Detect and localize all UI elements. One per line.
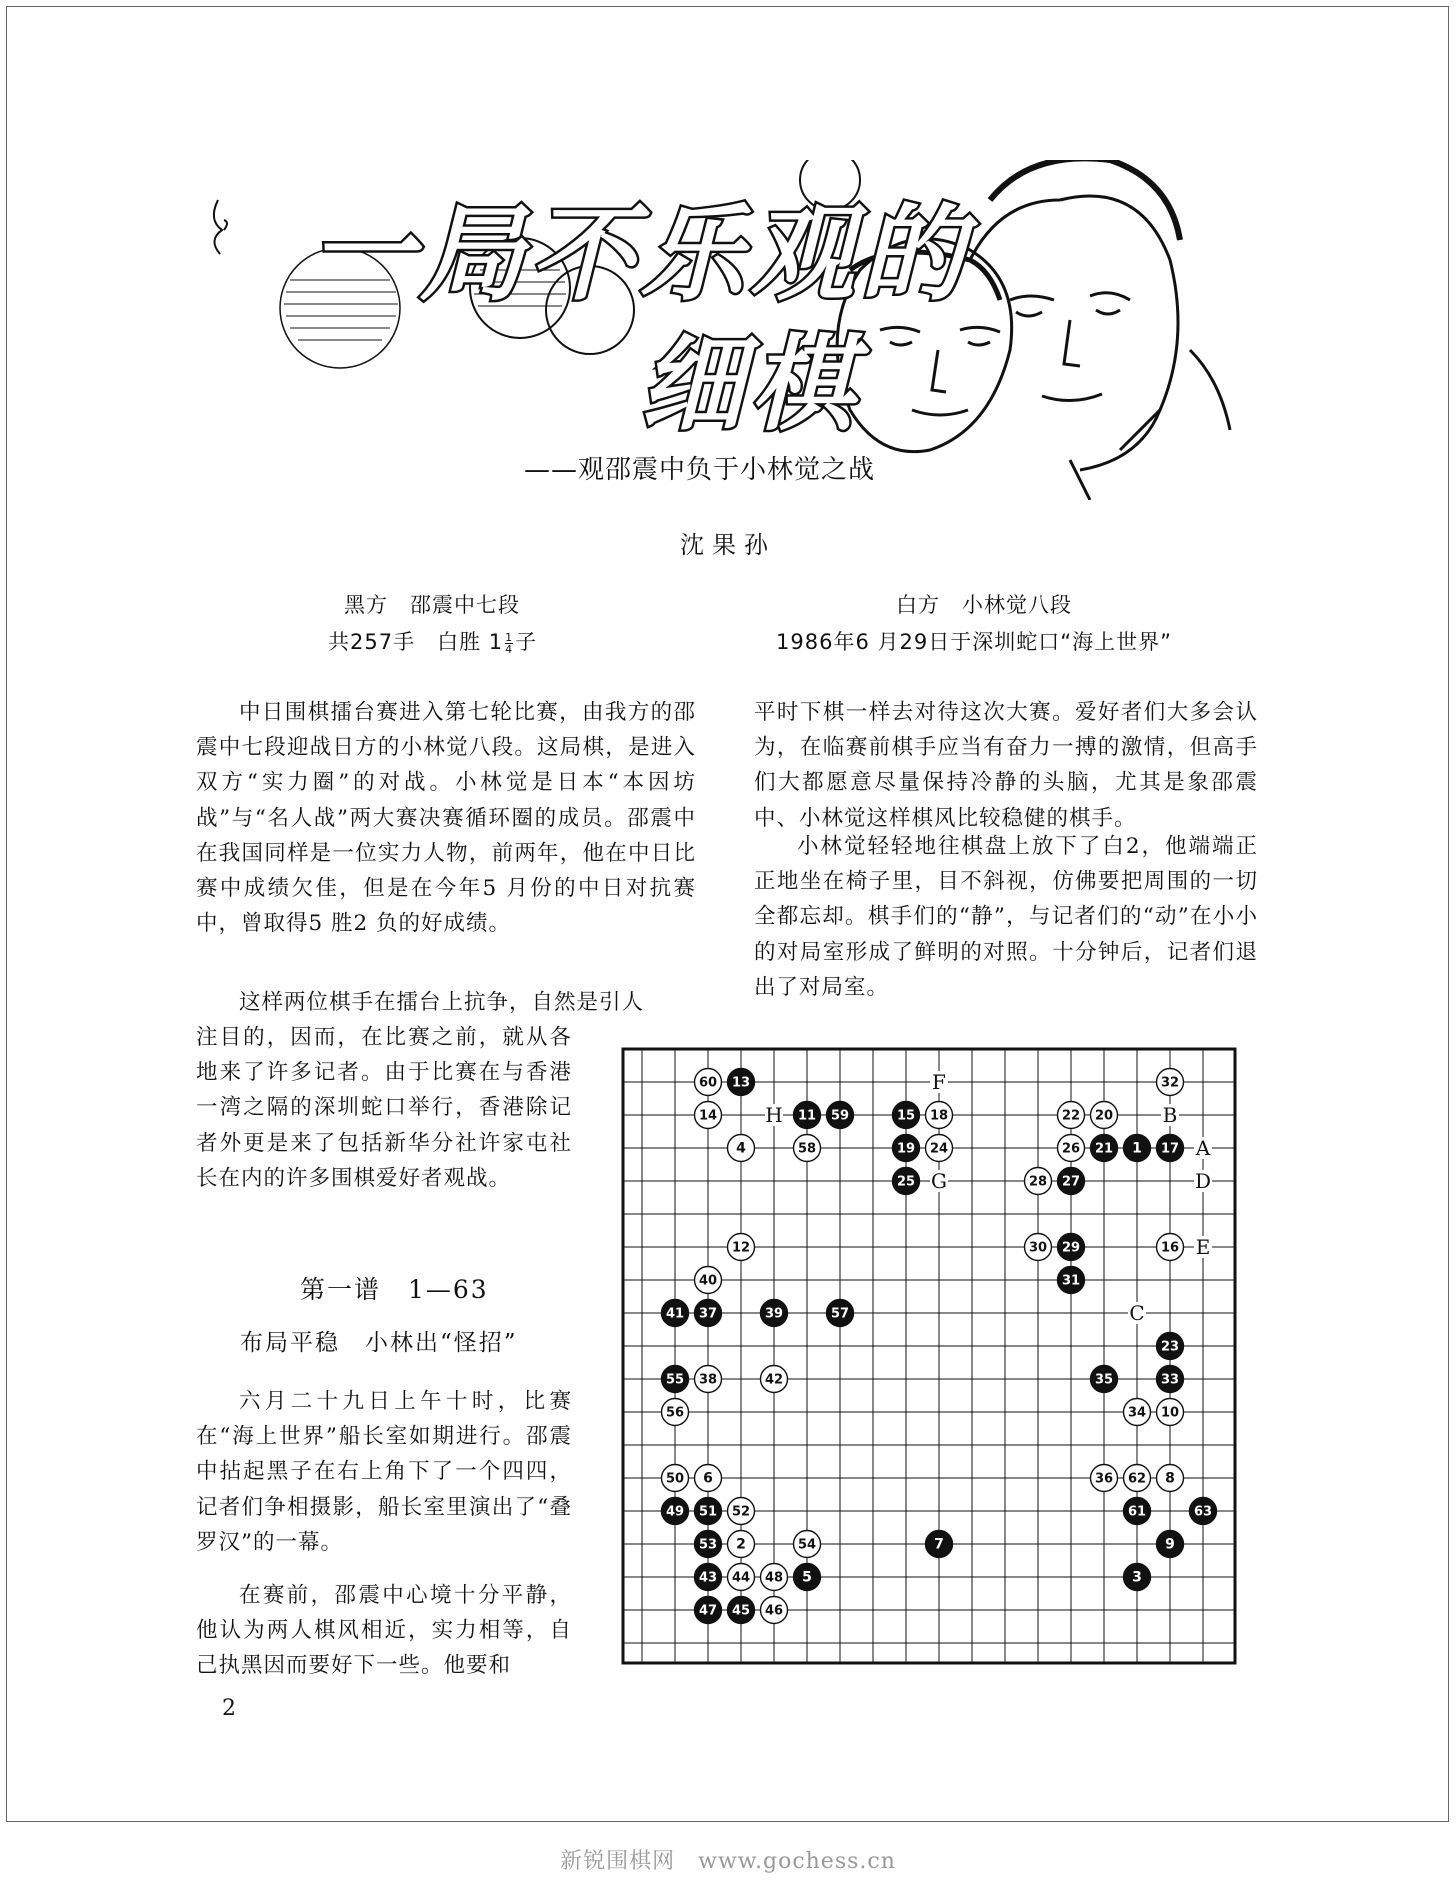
stone-number-2: 2 (736, 1536, 746, 1553)
stone-number-13: 13 (731, 1075, 751, 1091)
stone-number-53: 53 (698, 1537, 718, 1553)
move-count-result (328, 626, 537, 656)
stone-number-48: 48 (764, 1570, 784, 1586)
stone-number-25: 25 (896, 1174, 916, 1190)
stone-number-29: 29 (1061, 1240, 1081, 1256)
author: 沈果孙 (680, 531, 776, 559)
stone-number-32: 32 (1160, 1075, 1180, 1091)
stone-number-58: 58 (797, 1141, 817, 1157)
stone-number-12: 12 (731, 1240, 751, 1256)
board-letter-H: H (765, 1103, 783, 1127)
stone-number-11: 11 (797, 1108, 817, 1124)
stone-number-30: 30 (1028, 1240, 1048, 1256)
right-paragraph-2: 小林觉轻轻地往棋盘上放下了白2，他端端正正地坐在椅子里，目不斜视，仿佛要把周围的一切全都忘却。棋手们的“静”，与记者们的“动”在小小的对局室形成了鲜明的对照。十分钟后，记者们退出了对局室。 (754, 834, 1258, 1000)
stone-number-37: 37 (698, 1306, 718, 1322)
stone-number-57: 57 (830, 1306, 850, 1322)
date-place: 1986年6 月29日于深圳蛇口“海上世界” (776, 630, 1172, 654)
left-paragraph-4: 在赛前，邵震中心境十分平静，他认为两人棋风相近，实力相等，自己执黑因而要好下一些。他要和 (196, 1583, 572, 1679)
stone-number-36: 36 (1094, 1471, 1114, 1487)
stone-number-16: 16 (1160, 1240, 1180, 1256)
left-paragraph-2-first-line: 这样两位棋手在擂台上抗争，自然是引人 (239, 990, 645, 1015)
stone-number-19: 19 (896, 1141, 916, 1157)
stone-number-46: 46 (764, 1603, 784, 1619)
scribble-icon (214, 200, 227, 254)
stone-number-39: 39 (764, 1306, 784, 1322)
black-player: 黑方 邵震中七段 (344, 593, 520, 617)
stone-number-43: 43 (698, 1570, 718, 1586)
stone-number-34: 34 (1127, 1405, 1147, 1421)
stone-number-51: 51 (698, 1504, 718, 1520)
left-paragraph-2: 注目的，因而，在比赛之前，就从各地来了许多记者。由于比赛在与香港一湾之隔的深圳蛇口举行，香港除记者外更是来了包括新华分社许家屯社长在内的许多围棋爱好者观战。 (196, 1025, 572, 1191)
board-letter-G: G (931, 1169, 947, 1193)
right-paragraph-1: 平时下棋一样去对待这次大赛。爱好者们大多会认为，在临赛前棋手应当有奋力一搏的激情，但高手们大都愿意尽量保持冷静的头脑，尤其是象邵震中、小林觉这样棋风比较稳健的棋手。 (754, 700, 1258, 831)
stone-number-24: 24 (929, 1141, 949, 1157)
white-player: 白方 小林觉八段 (896, 593, 1072, 617)
stone-number-54: 54 (797, 1537, 817, 1553)
stone-number-55: 55 (665, 1372, 685, 1388)
stone-number-61: 61 (1127, 1504, 1147, 1520)
stone-number-52: 52 (731, 1504, 751, 1520)
section-subheading: 布局平稳 小林出“怪招” (240, 1330, 518, 1356)
result-fraction: $\frac{1}{4}$ (505, 630, 514, 656)
stone-number-50: 50 (665, 1471, 685, 1487)
stone-number-23: 23 (1160, 1339, 1180, 1355)
board-letter-D: D (1194, 1169, 1212, 1193)
stone-number-5: 5 (802, 1569, 812, 1586)
title-line-1: 一局不乐观的 (310, 193, 971, 315)
stone-number-10: 10 (1160, 1405, 1180, 1421)
stone-number-27: 27 (1061, 1174, 1081, 1190)
result-whole: 1 (488, 630, 504, 654)
move-count: 共257手 白胜 (328, 630, 482, 654)
stone-number-40: 40 (698, 1273, 718, 1289)
stone-number-31: 31 (1061, 1273, 1081, 1289)
stone-number-28: 28 (1028, 1174, 1048, 1190)
result-unit: 子 (515, 630, 538, 654)
stone-number-47: 47 (698, 1603, 718, 1619)
stone-number-56: 56 (665, 1405, 685, 1421)
stone-number-26: 26 (1061, 1141, 1081, 1157)
page-number: 2 (222, 1696, 236, 1721)
stone-number-38: 38 (698, 1372, 718, 1388)
left-paragraph-3: 六月二十九日上午十时，比赛在“海上世界”船长室如期进行。邵震中拈起黑子在右上角下了一个四四，记者们争相摄影，船长室里演出了“叠罗汉”的一幕。 (196, 1389, 572, 1555)
stone-number-3: 3 (1132, 1569, 1142, 1586)
stone-number-17: 17 (1160, 1141, 1180, 1157)
stone-number-60: 60 (698, 1075, 718, 1091)
stone-number-45: 45 (731, 1603, 751, 1619)
stone-number-49: 49 (665, 1504, 685, 1520)
title-line-2: 细棋 (640, 323, 861, 445)
board-letter-A: A (1195, 1136, 1211, 1160)
stone-number-8: 8 (1165, 1470, 1175, 1487)
stone-number-63: 63 (1193, 1504, 1213, 1520)
watermark-footer: 新锐围棋网 www.gochess.cn (560, 1849, 896, 1874)
go-board-diagram (620, 1046, 1238, 1666)
stone-number-1: 1 (1132, 1140, 1142, 1157)
stone-number-62: 62 (1127, 1471, 1147, 1487)
board-letter-B: B (1162, 1103, 1178, 1127)
left-paragraph-1: 中日围棋擂台赛进入第七轮比赛，由我方的邵震中七段迎战日方的小林觉八段。这局棋，是进入双方“实力圈”的对战。小林觉是日本“本因坊战”与“名人战”两大赛决赛循环圈的成员。邵震中在我国同样是一位实力人物，前两年，他在中日比赛中成绩欠佳，但是在今年5 月份的中日对抗赛中，曾取得5 胜2 负的好成绩。 (196, 700, 696, 937)
stone-number-21: 21 (1094, 1141, 1114, 1157)
stone-number-35: 35 (1094, 1372, 1114, 1388)
stone-number-18: 18 (929, 1108, 949, 1124)
section-heading: 第一谱 1—63 (300, 1275, 489, 1304)
stone-number-6: 6 (703, 1470, 713, 1487)
portrait-right (970, 160, 1230, 500)
stone-number-41: 41 (665, 1306, 685, 1322)
stone-number-22: 22 (1061, 1108, 1081, 1124)
stone-number-15: 15 (896, 1108, 916, 1124)
board-letter-C: C (1129, 1301, 1145, 1325)
subtitle: ——观邵震中负于小林觉之战 (524, 455, 876, 485)
stone-number-33: 33 (1160, 1372, 1180, 1388)
stone-number-7: 7 (934, 1536, 944, 1553)
stone-number-20: 20 (1094, 1108, 1114, 1124)
stone-number-42: 42 (764, 1372, 784, 1388)
stone-number-4: 4 (736, 1140, 746, 1157)
board-letter-E: E (1195, 1235, 1211, 1259)
stone-number-59: 59 (830, 1108, 850, 1124)
board-letter-F: F (932, 1070, 946, 1094)
stone-number-14: 14 (698, 1108, 718, 1124)
stone-number-44: 44 (731, 1570, 751, 1586)
stone-number-9: 9 (1165, 1536, 1175, 1553)
